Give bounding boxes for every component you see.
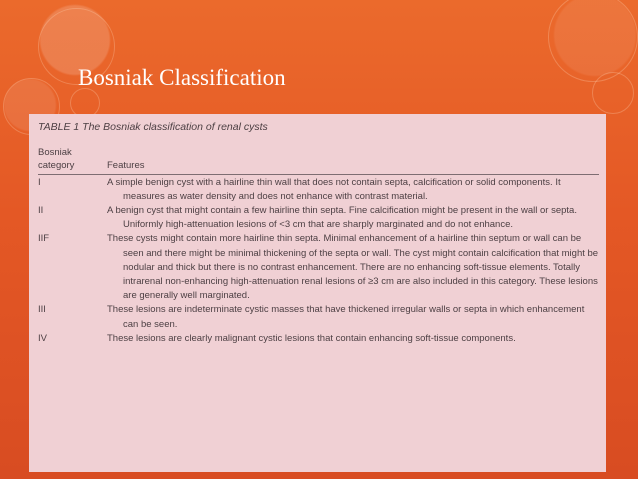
row-category: I xyxy=(38,176,41,188)
row-category: II xyxy=(38,205,44,216)
header-category-line2: category xyxy=(38,159,75,171)
table-row xyxy=(38,204,599,232)
row-features: A benign cyst that might contain a few hairline thin septa. Fine calcification might be present in the wall or septa. Uniformly high-attenuation lesions of <3 cm that are sharply marginated and do not enhance. xyxy=(107,205,577,231)
row-features: These cysts might contain more hairline thin septa. Minimal enhancement of a hairline thin septum or wall can be seen and there might be minimal thickening of the septa or wall. The cyst might contain calcification that might be nodular and thick but there is no contrast enhancement. There are no enhancing soft-tissue elements. Totally intrarenal non-enhancing high-attenuation renal lesions of ≥3 cm are also included in this category. These lesions are generally well marginated. xyxy=(107,233,599,302)
row-category: IV xyxy=(38,332,47,344)
header-features xyxy=(107,146,599,172)
table-row xyxy=(38,332,599,346)
row-features: These lesions are indeterminate cystic masses that have thickened irregular walls or septa in which enhancement can be seen. xyxy=(107,304,585,330)
bosniak-table xyxy=(29,114,606,472)
header-category xyxy=(38,146,107,172)
row-features: These lesions are clearly malignant cystic lesions that contain enhancing soft-tissue components. xyxy=(107,332,516,344)
header-category-line1: Bosniak xyxy=(38,146,72,158)
table-row xyxy=(38,303,599,331)
row-features: A simple benign cyst with a hairline thin wall that does not contain septa, calcification or solid components. It measures as water density and does not enhance with contrast material. xyxy=(107,176,561,202)
table-row xyxy=(38,232,599,303)
table-caption-text: The Bosniak classification of renal cysts xyxy=(82,121,268,133)
table-caption xyxy=(38,121,599,134)
row-category: III xyxy=(38,304,46,316)
slide-title: Bosniak Classification xyxy=(78,65,286,90)
decorative-bubble xyxy=(548,0,638,82)
row-category: IIF xyxy=(38,233,50,245)
table-caption-label: TABLE 1 xyxy=(38,121,80,133)
table-row xyxy=(38,176,599,204)
table-header-row xyxy=(38,146,599,175)
decorative-bubble xyxy=(592,72,634,114)
header-features-label: Features xyxy=(107,159,145,171)
